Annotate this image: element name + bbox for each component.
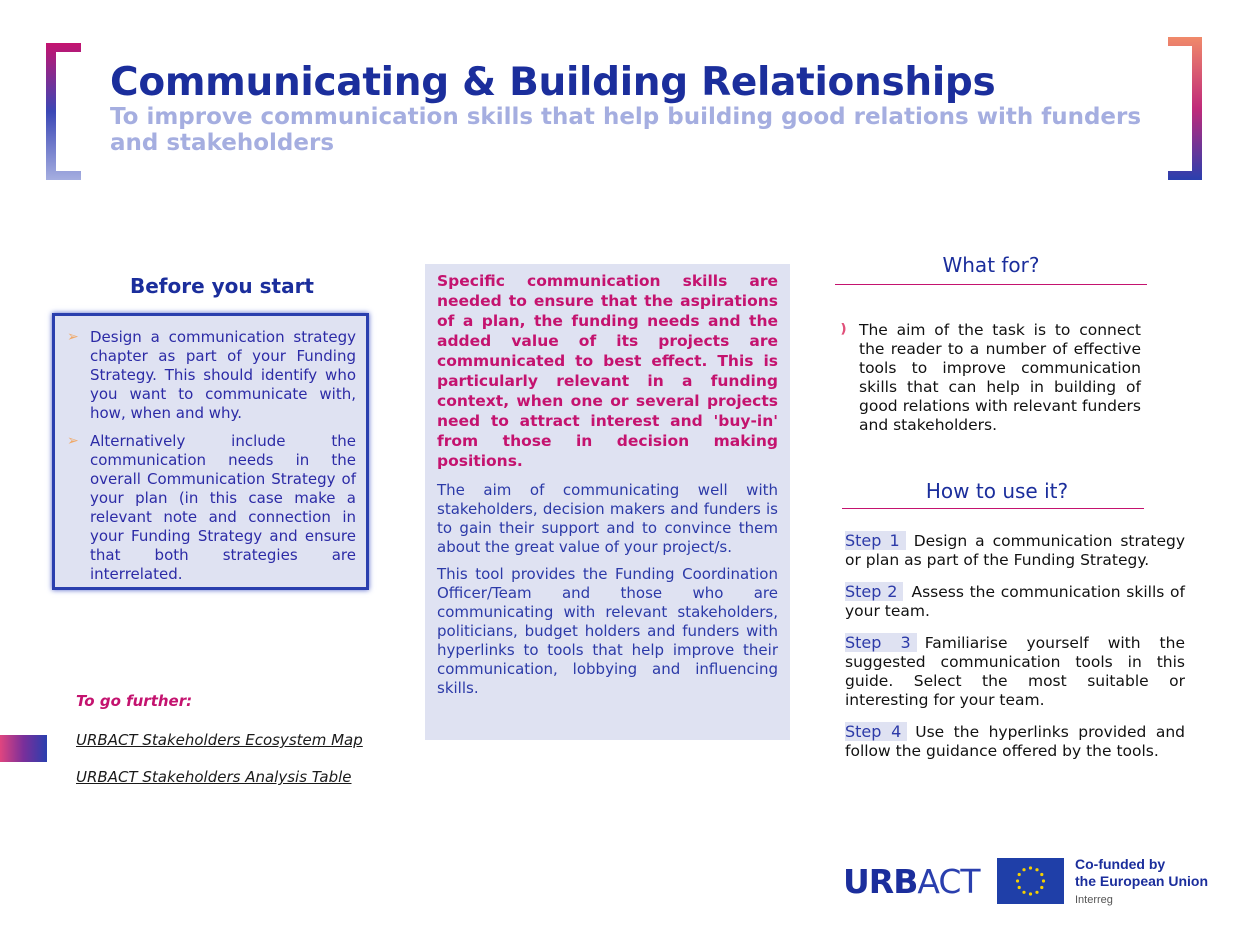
- step-item: [845, 531, 1185, 570]
- page-title: Communicating & Building Relationships: [110, 60, 996, 105]
- interreg-label: Interreg: [1075, 894, 1113, 906]
- step-text: Assess the communication skills of your team.: [845, 583, 1185, 620]
- what-for-heading: What for?: [942, 253, 1040, 277]
- list-item: [67, 432, 356, 584]
- left-bracket-decoration: [46, 43, 81, 180]
- step-label: Step 4: [845, 722, 907, 741]
- intro-paragraph-tool: This tool provides the Funding Coordination Officer/Team and those who are communicating with relevant stakeholders, politicians, budget holders and funders with hyperlinks to tools that help improve their communication, lobbying and influencing skills.: [437, 565, 778, 697]
- what-for-text: The aim of the task is to connect the reader to a number of effective tools to improve communication skills that can help in building of good relations with relevant funders and stakeholders.: [859, 321, 1141, 434]
- step-label: Step 3: [845, 633, 917, 652]
- analysis-table-link[interactable]: URBACT Stakeholders Analysis Table: [76, 768, 352, 786]
- step-item: [845, 633, 1185, 710]
- urbact-logo-bold: URB: [843, 862, 918, 901]
- step-label: Step 1: [845, 531, 906, 550]
- eu-flag-icon: [997, 858, 1064, 904]
- list-item-text: Alternatively include the communication needs in the overall Communication Strategy of your plan (in this case make a relevant note and connection in your Funding Strategy and ensure that both strategies are interrelated.: [90, 432, 356, 583]
- page-subtitle: To improve communication skills that help building good relations with funders and stakeholders: [110, 104, 1142, 156]
- before-you-start-heading: Before you start: [129, 274, 314, 298]
- cofunded-line-2: the European Union: [1075, 873, 1208, 889]
- intro-panel: [425, 264, 790, 740]
- urbact-logo: [843, 862, 980, 901]
- arrow-bullet-icon: ➢: [67, 329, 79, 345]
- list-item: [67, 328, 356, 423]
- step-text: Design a communication strategy or plan as part of the Funding Strategy.: [845, 532, 1186, 569]
- arrow-bullet-icon: ➢: [67, 433, 79, 449]
- cofunded-line-1: Co-funded by: [1075, 856, 1166, 872]
- step-item: [845, 582, 1185, 621]
- side-decoration: [0, 735, 47, 762]
- before-you-start-box: [52, 313, 369, 590]
- divider: [842, 508, 1144, 509]
- step-label: Step 2: [845, 582, 903, 601]
- step-item: [845, 722, 1185, 761]
- step-text: Use the hyperlinks provided and follow the guidance offered by the tools.: [845, 723, 1185, 760]
- urbact-logo-thin: ACT: [917, 862, 980, 901]
- steps-list: [845, 531, 1185, 773]
- step-text: Familiarise yourself with the suggested communication tools in this guide. Select the most suitable or interesting for your team.: [845, 634, 1185, 709]
- bullet-icon: ❫: [838, 322, 849, 337]
- cofunded-label: [1075, 856, 1208, 890]
- ecosystem-map-link[interactable]: URBACT Stakeholders Ecosystem Map: [76, 731, 363, 749]
- how-to-use-heading: How to use it?: [925, 479, 1069, 503]
- right-bracket-decoration: [1168, 37, 1202, 180]
- list-item-text: Design a communication strategy chapter as part of your Funding Strategy. This should identify who you want to communicate with, how, when and why.: [90, 328, 356, 422]
- divider: [835, 284, 1147, 285]
- go-further-label: To go further:: [76, 692, 193, 710]
- intro-paragraph-aim: The aim of communicating well with stakeholders, decision makers and funders is to gain their support and to convince them about the great value of your project/s.: [437, 481, 778, 556]
- intro-lead: Specific communication skills are needed to ensure that the aspirations of a plan, the funding needs and the added value of its projects are communicated to best effect. This is particularly relevant in a funding context, when one or several projects need to attract interest and 'buy-in' from those in decision making positions.: [437, 272, 778, 470]
